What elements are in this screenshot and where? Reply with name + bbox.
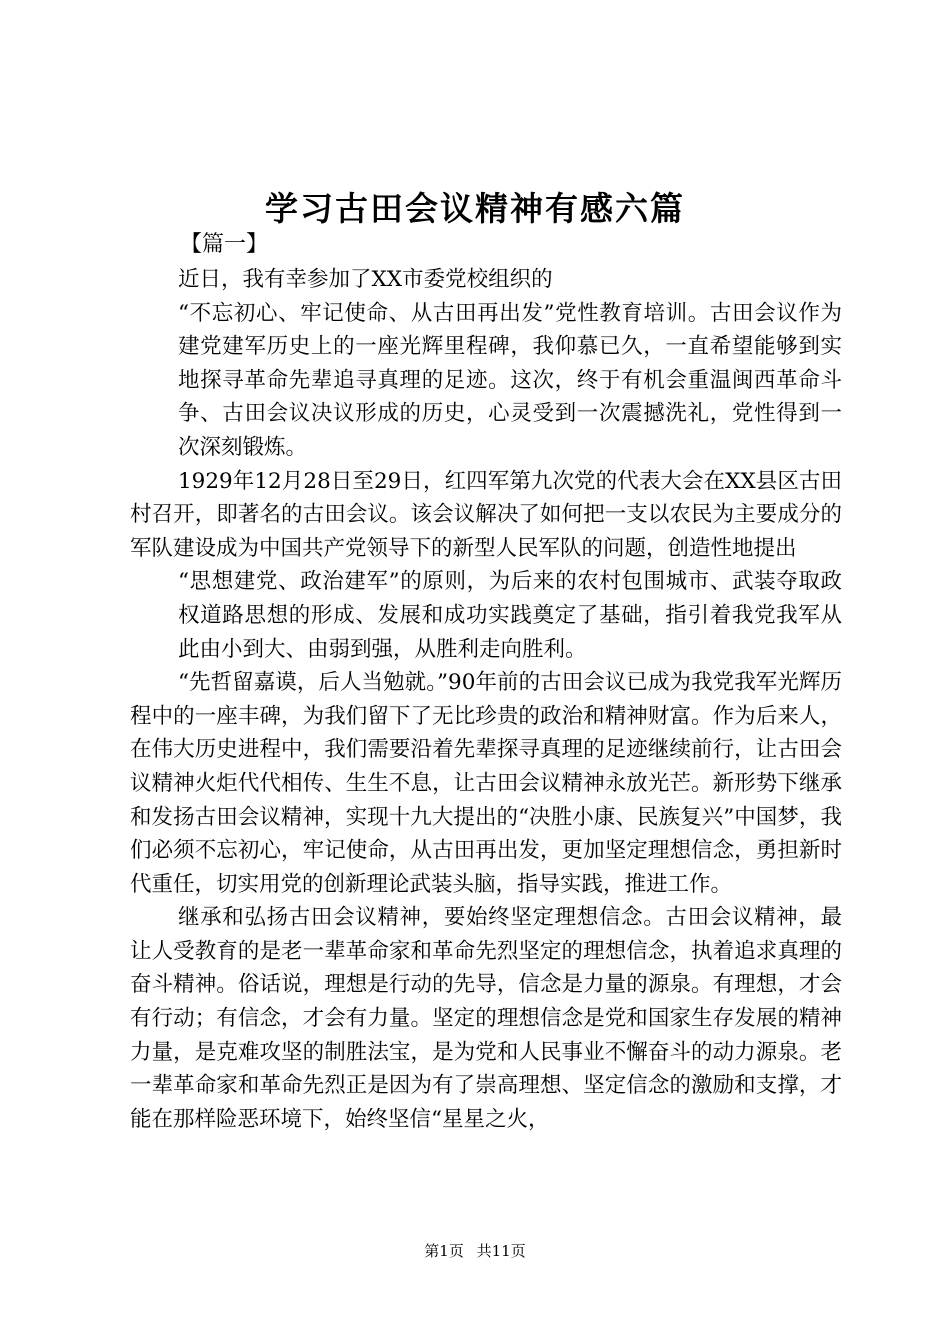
section-label: 【篇一】	[180, 232, 269, 257]
document-title: 学习古田会议精神有感六篇	[265, 189, 685, 228]
paragraph: 继承和弘扬古田会议精神，要始终坚定理想信念。古田会议精神，最让人受教育的是老一辈革命家和革命先烈坚定的理想信念，执着追求真理的奋斗精神。俗话说，理想是行动的先导，信念是力量的源泉。有理想，才会有行动；有信念，才会有力量。坚定的理想信念是党和国家生存发展的精神力量，是克难攻坚的制胜法宝，是为党和人民事业不懈奋斗的动力源泉。老一辈革命家和革命先烈正是因为有了崇高理想、坚定信念的激励和支撑，才能在那样险恶环境下，始终坚信“星星之火，	[130, 905, 842, 1132]
paragraph: 近日，我有幸参加了XX市委党校组织的	[178, 267, 553, 292]
page-total: 共11页	[476, 1242, 526, 1260]
paragraph: “思想建党、政治建军”的原则，为后来的农村包围城市、武装夺取政权道路思想的形成、发展和成功实践奠定了基础，指引着我党我军从此由小到大、由弱到强，从胜利走向胜利。	[178, 569, 842, 662]
page-footer	[0, 1240, 950, 1262]
paragraph: “先哲留嘉谟，后人当勉就。”90年前的古田会议已成为我党我军光辉历程中的一座丰碑，为我们留下了无比珍贵的政治和精神财富。作为后来人，在伟大历史进程中，我们需要沿着先辈探寻真理的足迹继续前行，让古田会议精神火炬代代相传、生生不息，让古田会议精神永放光芒。新形势下继承和发扬古田会议精神，实现十九大提出的“决胜小康、民族复兴”中国梦，我们必须不忘初心，牢记使命，从古田再出发，更加坚定理想信念，勇担新时代重任，切实用党的创新理论武装头脑，指导实践，推进工作。	[130, 670, 842, 897]
page-number: 第1页	[424, 1242, 464, 1260]
document-body	[130, 263, 842, 1136]
paragraph: 1929年12月28日至29日，红四军第九次党的代表大会在XX县区古田村召开，即著名的古田会议。该会议解决了如何把一支以农民为主要成分的军队建设成为中国共产党领导下的新型人民军队的问题，创造性地提出	[130, 468, 842, 561]
paragraph: “不忘初心、牢记使命、从古田再出发”党性教育培训。古田会议作为建党建军历史上的一座光辉里程碑，我仰慕已久，一直希望能够到实地探寻革命先辈追寻真理的足迹。这次，终于有机会重温闽西革命斗争、古田会议决议形成的历史，心灵受到一次震撼洗礼，党性得到一次深刻锻炼。	[178, 300, 842, 460]
